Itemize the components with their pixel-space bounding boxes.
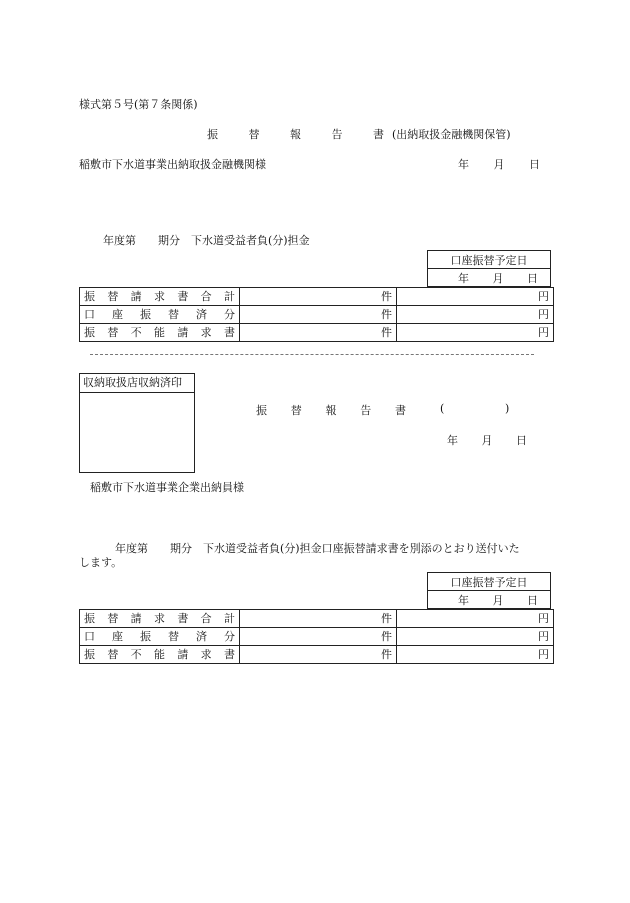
count-cell[interactable]: 件 (240, 628, 397, 646)
count-cell[interactable]: 件 (240, 324, 397, 342)
amount-cell[interactable]: 円 (397, 288, 554, 306)
row-label: 振 替 不 能 請 求 書 (80, 324, 240, 342)
table-row (80, 628, 554, 646)
top-title-note: (出納取扱金融機関保管) (392, 128, 511, 141)
count-cell[interactable]: 件 (240, 306, 397, 324)
top-subject: 年度第 期分 下水道受益者負(分)担金 (103, 234, 310, 247)
table-row (80, 324, 554, 342)
stamp-box (79, 373, 195, 473)
bottom-title-paren-open: ( (440, 402, 445, 415)
top-summary-table (79, 287, 554, 342)
row-label: 振 替 請 求 書 合 計 (80, 610, 240, 628)
bottom-message-line2: します。 (79, 556, 123, 569)
table-row (80, 306, 554, 324)
bottom-title-paren-close: ) (505, 402, 510, 415)
amount-cell[interactable]: 円 (397, 646, 554, 664)
bottom-summary-table (79, 609, 554, 664)
count-cell[interactable]: 件 (240, 288, 397, 306)
amount-cell[interactable]: 円 (397, 610, 554, 628)
top-schedule-date: 年 月 日 (428, 269, 551, 287)
row-label: 振 替 不 能 請 求 書 (80, 646, 240, 664)
form-number: 様式第５号(第７条関係) (79, 98, 198, 111)
row-label: 振 替 請 求 書 合 計 (80, 288, 240, 306)
amount-cell[interactable]: 円 (397, 324, 554, 342)
row-label: 口 座 振 替 済 分 (80, 306, 240, 324)
bottom-message-line1: 年度第 期分 下水道受益者負(分)担金口座振替請求書を別添のとおり送付いた (115, 542, 520, 555)
top-addressee: 稲敷市下水道事業出納取扱金融機関様 (79, 158, 266, 171)
top-title: 振 替 報 告 書 (207, 128, 384, 141)
count-cell[interactable]: 件 (240, 610, 397, 628)
table-row (80, 646, 554, 664)
cut-line (90, 354, 534, 355)
bottom-schedule-box (427, 572, 551, 609)
count-cell[interactable]: 件 (240, 646, 397, 664)
top-date: 年 月 日 (458, 158, 540, 171)
top-schedule-header: 口座振替予定日 (428, 251, 551, 269)
bottom-title: 振 替 報 告 書 (256, 404, 406, 417)
amount-cell[interactable]: 円 (397, 306, 554, 324)
table-row (80, 610, 554, 628)
bottom-addressee: 稲敷市下水道事業企業出納員様 (90, 481, 244, 494)
amount-cell[interactable]: 円 (397, 628, 554, 646)
top-schedule-box (427, 250, 551, 287)
table-row (80, 288, 554, 306)
row-label: 口 座 振 替 済 分 (80, 628, 240, 646)
bottom-date: 年 月 日 (447, 434, 527, 447)
stamp-label: 収納取扱店収納済印 (80, 374, 194, 393)
bottom-schedule-date: 年 月 日 (428, 591, 551, 609)
bottom-schedule-header: 口座振替予定日 (428, 573, 551, 591)
